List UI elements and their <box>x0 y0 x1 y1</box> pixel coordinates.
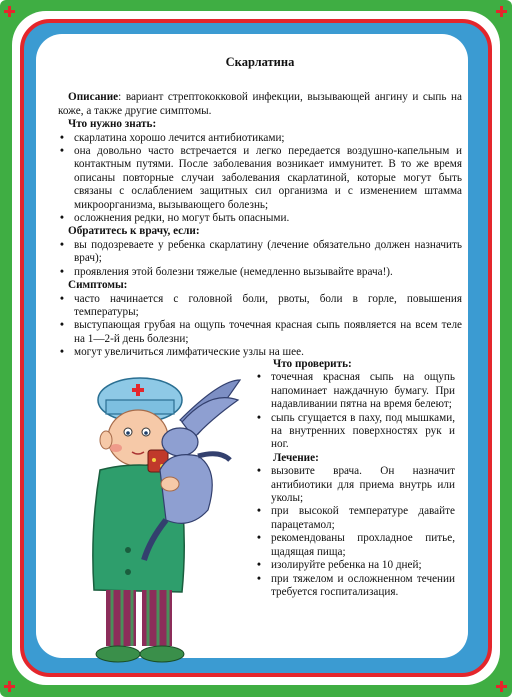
list-item: • вы подозреваете у ребенка скарлатину (лечение обязательно должен назначить врач); <box>58 239 462 266</box>
red-cross-icon <box>4 681 15 692</box>
check-heading: Что проверить: <box>273 358 352 370</box>
page-title: Скарлатина <box>225 55 295 69</box>
article <box>58 46 462 360</box>
list-item: • проявления этой болезни тяжелые (немедленно вызывайте врача!). <box>58 266 462 279</box>
symptoms-heading: Симптомы: <box>68 279 128 292</box>
list-item: • при тяжелом и осложненном течении требуется госпитализация. <box>255 573 455 600</box>
description <box>58 91 462 118</box>
list-item: • часто начинается с головной боли, рвоты, боли в горле, повышения температуры; <box>58 293 462 320</box>
list-item: • выступающая грубая на ощупь точечная красная сыпь появляется на всем теле на 1—2-й день болезни; <box>58 319 462 346</box>
symptoms-list <box>58 293 462 360</box>
description-label: Описание <box>68 91 119 104</box>
description-text: : вариант стрептококковой инфекции, вызывающей ангину и сыпь на коже, а также другие симптомы. <box>58 91 462 117</box>
list-item: • вызовите врача. Он назначит антибиотики для приема внутрь или уколы; <box>255 465 455 505</box>
list-item: • изолируйте ребенка на 10 дней; <box>255 559 455 572</box>
red-cross-icon <box>496 6 507 17</box>
right-column <box>255 358 455 599</box>
list-item: • рекомендованы прохладное питье, щадящая пища; <box>255 532 455 559</box>
list-item: • могут увеличиться лимфатические узлы на шее. <box>58 346 462 359</box>
list-item: • точечная красная сыпь на ощупь напоминает наждачную бумагу. При надавливании пятна на время белеют; <box>255 371 455 411</box>
treatment-heading: Лечение: <box>273 451 319 464</box>
doctor-heading: Обратитесь к врачу, если: <box>68 225 200 238</box>
list-item: • она довольно часто встречается и легко передается воздушно-капельным и контактным путями. После заболевания возникает иммунитет. В то же время описаны повторные случаи заболевания скарлатиной, которые могут быть связаны с ослаблением защитных сил организма и с изменением штамма микроорганизма, вызывающего болезнь; <box>58 145 462 212</box>
list-item: • осложнения редки, но могут быть опасными. <box>58 212 462 225</box>
check-list <box>255 371 455 451</box>
treatment-list <box>255 465 455 599</box>
list-item: • скарлатина хорошо лечится антибиотиками; <box>58 132 462 145</box>
doctor-list <box>58 239 462 279</box>
list-item: • сыпь сгущается в паху, под мышками, на внутренних поверхностях рук и ног. <box>255 412 455 452</box>
list-item: • при высокой температуре давайте парацетамол; <box>255 505 455 532</box>
know-list <box>58 132 462 226</box>
red-cross-icon <box>4 6 15 17</box>
know-heading: Что нужно знать: <box>68 118 157 131</box>
red-cross-icon <box>496 681 507 692</box>
boy-doctor-with-bunny-icon <box>70 360 255 670</box>
